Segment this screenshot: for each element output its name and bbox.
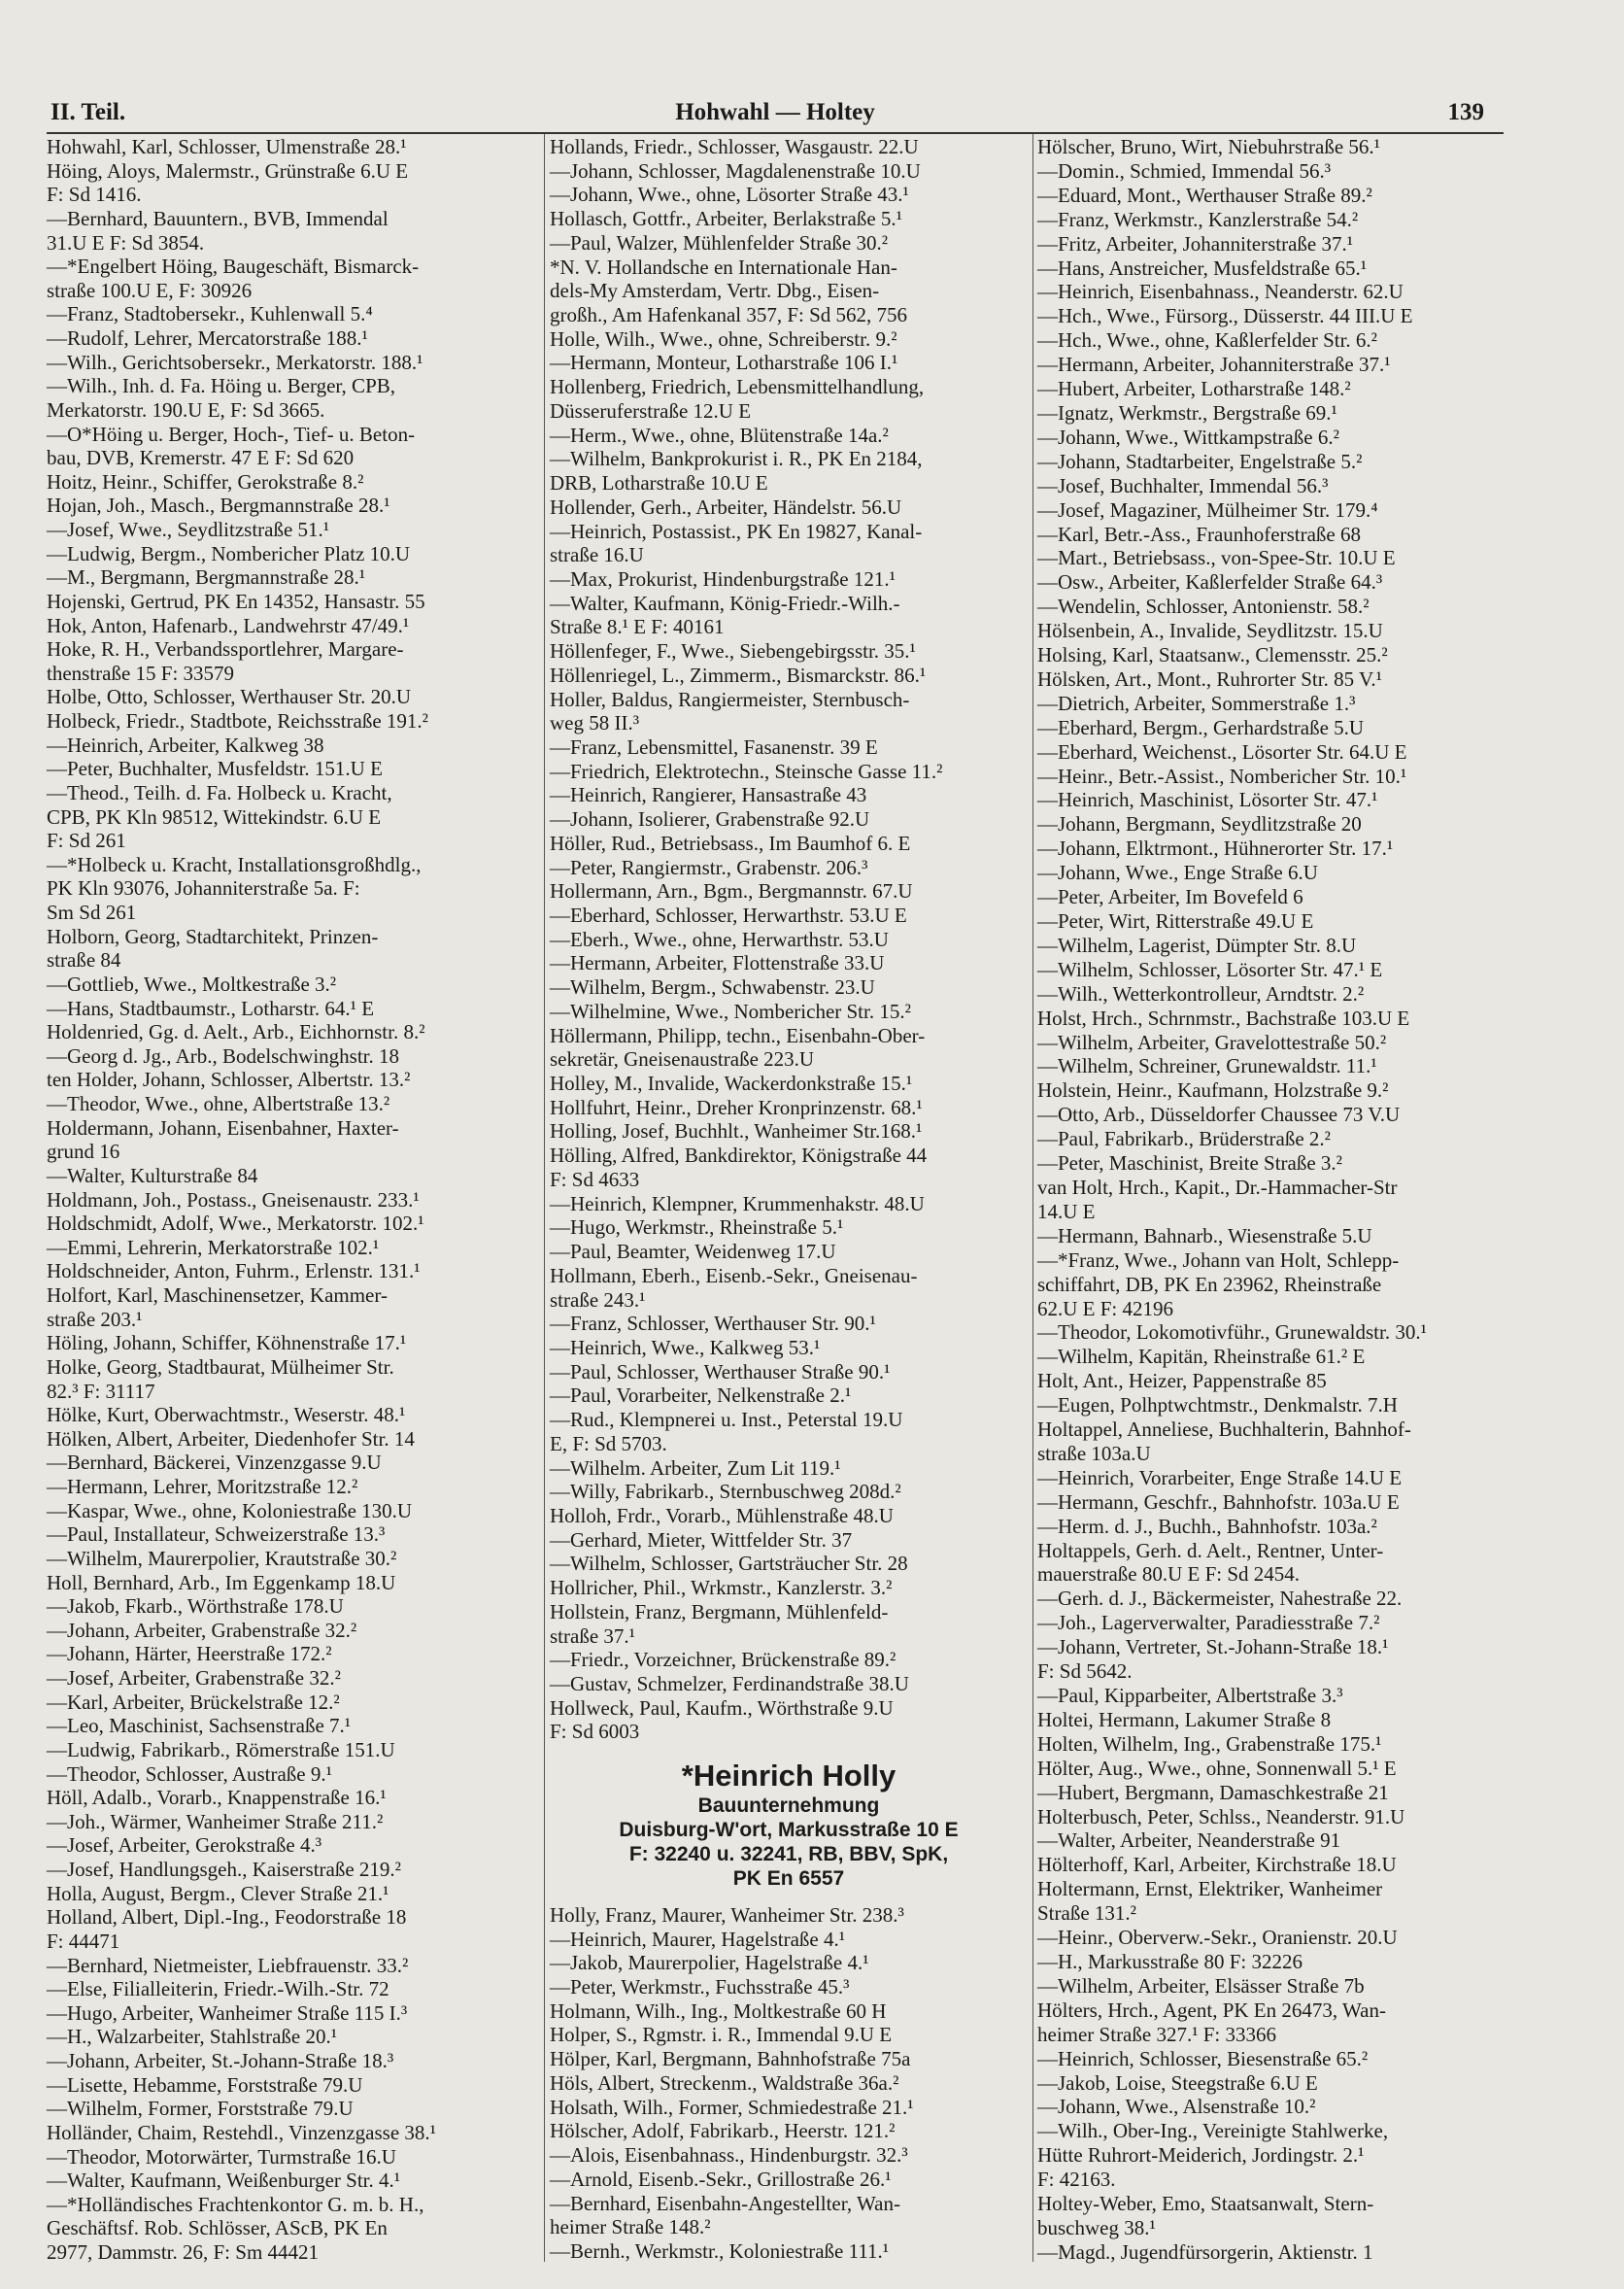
directory-entry-line: —Theodor, Schlosser, Austraße 9.¹ bbox=[47, 1761, 332, 1786]
directory-entry-line: Hölsken, Art., Mont., Ruhrorter Str. 85 V.¹ bbox=[1037, 666, 1382, 691]
directory-entry-line: Hok, Anton, Hafenarb., Landwehrstr 47/49.¹ bbox=[47, 613, 410, 637]
directory-entry-line: buschweg 38.¹ bbox=[1037, 2215, 1156, 2239]
directory-entry-line: 62.U E F: 42196 bbox=[1037, 1296, 1174, 1320]
directory-entry-line: Düsseruferstraße 12.U E bbox=[550, 398, 752, 423]
directory-entry-line: —Georg d. Jg., Arb., Bodelschwinghstr. 18 bbox=[47, 1043, 400, 1068]
directory-entry-line: —Dietrich, Arbeiter, Sommerstraße 1.³ bbox=[1037, 691, 1356, 715]
column-divider bbox=[544, 134, 545, 2262]
directory-entry-line: heimer Straße 148.² bbox=[550, 2215, 711, 2239]
directory-entry-line: Holle, Wilh., Wwe., ohne, Schreiberstr. 9.² bbox=[550, 326, 897, 351]
advertisement-line: Duisburg-W'ort, Markusstraße 10 E bbox=[619, 1819, 959, 1842]
directory-entry-line: Holdermann, Johann, Eisenbahner, Haxter- bbox=[47, 1115, 399, 1140]
directory-entry-line: Holper, S., Rgmstr. i. R., Immendal 9.U E bbox=[550, 2023, 893, 2047]
directory-entry-line: Hollfuhrt, Heinr., Dreher Kronprinzenstr. 68.¹ bbox=[550, 1095, 923, 1119]
directory-entry-line: —Johann, Wwe., Enge Straße 6.U bbox=[1037, 861, 1318, 885]
directory-entry-line: Hölling, Alfred, Bankdirektor, Königstraße 44 bbox=[550, 1144, 928, 1168]
directory-entry-line: —Johann, Wwe., Wittkampstraße 6.² bbox=[1037, 425, 1339, 449]
directory-entry-line: PK Kln 93076, Johanniterstraße 5a. F: bbox=[47, 876, 360, 901]
directory-entry-line: thenstraße 15 F: 33579 bbox=[47, 661, 235, 685]
directory-entry-line: straße 203.¹ bbox=[47, 1307, 143, 1331]
directory-entry-line: Höing, Aloys, Malermstr., Grünstraße 6.U E bbox=[47, 158, 409, 183]
directory-entry-line: Hölken, Albert, Arbeiter, Diedenhofer Str. 14 bbox=[47, 1426, 415, 1451]
directory-entry-line: —Josef, Wwe., Seydlitzstraße 51.¹ bbox=[47, 518, 330, 541]
directory-entry-line: Hoitz, Heinr., Schiffer, Gerokstraße 8.² bbox=[47, 469, 364, 494]
directory-entry-line: —Hermann, Monteur, Lotharstraße 106 I.¹ bbox=[550, 351, 898, 375]
directory-entry-line: —Wilhelm, Schlosser, Gartsträucher Str. 28 bbox=[550, 1552, 908, 1576]
directory-entry-line: —*Holbeck u. Kracht, Installationsgroßhdlg., bbox=[47, 852, 422, 876]
directory-entry-line: —Fritz, Arbeiter, Johanniterstraße 37.¹ bbox=[1037, 231, 1354, 256]
directory-entry-line: —Hermann, Bahnarb., Wiesenstraße 5.U bbox=[1037, 1223, 1372, 1247]
directory-entry-line: —Hermann, Arbeiter, Flottenstraße 33.U bbox=[550, 951, 885, 975]
directory-entry-line: —Walter, Kulturstraße 84 bbox=[47, 1163, 258, 1187]
directory-entry-line: —Friedrich, Elektrotechn., Steinsche Gasse 11.² bbox=[550, 759, 943, 783]
directory-entry-line: Holl, Bernhard, Arb., Im Eggenkamp 18.U bbox=[47, 1570, 396, 1594]
directory-entry-line: Holke, Georg, Stadtbaurat, Mülheimer Str. bbox=[47, 1354, 394, 1379]
directory-entry-line: F: Sd 5642. bbox=[1037, 1659, 1133, 1684]
directory-entry-line: —Hermann, Lehrer, Moritzstraße 12.² bbox=[47, 1475, 358, 1498]
directory-entry-line: Straße 8.¹ E F: 40161 bbox=[550, 615, 725, 639]
directory-entry-line: —Johann, Stadtarbeiter, Engelstraße 5.² bbox=[1037, 449, 1363, 473]
directory-entry-line: —Wilhelm, Maurerpolier, Krautstraße 30.² bbox=[47, 1546, 397, 1570]
directory-entry-line: ten Holder, Johann, Schlosser, Albertstr. 13.² bbox=[47, 1068, 411, 1092]
directory-entry-line: —Bernh., Werkmstr., Koloniestraße 111.¹ bbox=[550, 2238, 890, 2263]
directory-entry-line: —Rud., Klempnerei u. Inst., Peterstal 19.U bbox=[550, 1408, 903, 1432]
directory-entry-line: —Ignatz, Werkmstr., Bergstraße 69.¹ bbox=[1037, 400, 1337, 425]
directory-entry-line: F: 44471 bbox=[47, 1929, 120, 1953]
directory-entry-line: Hölper, Karl, Bergmann, Bahnhofstraße 75a bbox=[550, 2047, 911, 2071]
directory-entry-line: —Heinrich, Rangierer, Hansastraße 43 bbox=[550, 783, 867, 807]
directory-entry-line: —Heinrich, Klempner, Krummenhakstr. 48.U bbox=[550, 1191, 925, 1215]
directory-entry-line: Holly, Franz, Maurer, Wanheimer Str. 238.³ bbox=[550, 1902, 904, 1927]
directory-entry-line: Hollmann, Eberh., Eisenb.-Sekr., Gneisenau- bbox=[550, 1263, 918, 1287]
directory-entry-line: Holdschmidt, Adolf, Wwe., Merkatorstr. 102.¹ bbox=[47, 1212, 424, 1236]
directory-entry-line: —Josef, Buchhalter, Immendal 56.³ bbox=[1037, 473, 1329, 497]
directory-entry-line: Hölscher, Bruno, Wirt, Niebuhrstraße 56.¹ bbox=[1037, 135, 1380, 158]
directory-entry-line: —Heinrich, Maschinist, Lösorter Str. 47.¹ bbox=[1037, 788, 1378, 812]
directory-entry-line: weg 58 II.³ bbox=[550, 711, 640, 735]
directory-entry-line: Holland, Albert, Dipl.-Ing., Feodorstraße 18 bbox=[47, 1905, 407, 1930]
directory-entry-line: Sm Sd 261 bbox=[47, 901, 137, 924]
advertisement-heinrich-holly bbox=[550, 1745, 1028, 1902]
directory-entry-line: —Else, Filialleiterin, Friedr.-Wilh.-Str. 72 bbox=[47, 1977, 389, 2001]
directory-entry-line: —Gerh. d. J., Bäckermeister, Nahestraße 22. bbox=[1037, 1587, 1403, 1611]
directory-entry-line: —Wilhelm, Bankprokurist i. R., PK En 2184, bbox=[550, 447, 923, 471]
directory-entry-line: Holling, Josef, Buchhlt., Wanheimer Str.168.¹ bbox=[550, 1119, 923, 1144]
directory-entry-line: —Heinrich, Wwe., Kalkweg 53.¹ bbox=[550, 1335, 821, 1359]
directory-entry-line: Hollermann, Arn., Bgm., Bergmannstr. 67.U bbox=[550, 879, 913, 904]
directory-entry-line: Holsing, Karl, Staatsanw., Clemensstr. 25.² bbox=[1037, 643, 1388, 667]
directory-entry-line: —Joh., Wärmer, Wanheimer Straße 211.² bbox=[47, 1809, 384, 1833]
directory-entry-line: —Willy, Fabrikarb., Sternbuschweg 208d.² bbox=[550, 1480, 901, 1504]
directory-entry-line: Holst, Hrch., Schrnmstr., Bachstraße 103.U E bbox=[1037, 1006, 1410, 1030]
directory-entry-line: —Arnold, Eisenb.-Sekr., Grillostraße 26.¹ bbox=[550, 2167, 892, 2191]
directory-entry-line: —Josef, Handlungsgeh., Kaiserstraße 219.² bbox=[47, 1858, 401, 1881]
directory-entry-line: —Otto, Arb., Düsseldorfer Chaussee 73 V.U bbox=[1037, 1103, 1401, 1127]
directory-entry-line: Hollweck, Paul, Kaufm., Wörthstraße 9.U bbox=[550, 1695, 894, 1720]
directory-entry-line: straße 16.U bbox=[550, 543, 644, 567]
directory-entry-line: —Hermann, Geschfr., Bahnhofstr. 103a.U E bbox=[1037, 1489, 1400, 1514]
directory-entry-line: Höll, Adalb., Vorarb., Knappenstraße 16.¹ bbox=[47, 1786, 387, 1810]
directory-entry-line: —Hubert, Arbeiter, Lotharstraße 148.² bbox=[1037, 377, 1351, 401]
directory-entry-line: Holborn, Georg, Stadtarchitekt, Prinzen- bbox=[47, 924, 379, 948]
directory-entry-line: —Wilh., Ober-Ing., Vereinigte Stahlwerke, bbox=[1037, 2119, 1389, 2143]
directory-entry-line: —Heinrich, Postassist., PK En 19827, Kanal- bbox=[550, 519, 923, 543]
directory-entry-line: —Emmi, Lehrerin, Merkatorstraße 102.¹ bbox=[47, 1235, 380, 1259]
directory-entry-line: heimer Straße 327.¹ F: 33366 bbox=[1037, 2022, 1277, 2046]
directory-entry-line: —Joh., Lagerverwalter, Paradiesstraße 7.² bbox=[1037, 1611, 1380, 1635]
directory-entry-line: —Theodor, Lokomotivführ., Grunewaldstr. 30.¹ bbox=[1037, 1320, 1427, 1345]
directory-entry-line: Hohwahl, Karl, Schlosser, Ulmenstraße 28.¹ bbox=[47, 135, 407, 158]
directory-entry-line: Höling, Johann, Schiffer, Köhnenstraße 17.¹ bbox=[47, 1331, 407, 1355]
directory-entry-line: —Leo, Maschinist, Sachsenstraße 7.¹ bbox=[47, 1714, 352, 1738]
directory-entry-line: Holländer, Chaim, Restehdl., Vinzenzgasse 38.¹ bbox=[47, 2120, 436, 2144]
directory-entry-line: schiffahrt, DB, PK En 23962, Rheinstraße bbox=[1037, 1272, 1382, 1296]
directory-entry-line: Holfort, Karl, Maschinensetzer, Kammer- bbox=[47, 1283, 388, 1307]
part-label: II. Teil. bbox=[51, 99, 126, 125]
directory-entry-line: Hölscher, Adolf, Fabrikarb., Heerstr. 121.² bbox=[550, 2119, 896, 2143]
directory-entry-line: —Wilhelm. Arbeiter, Zum Lit 119.¹ bbox=[550, 1455, 841, 1480]
directory-entry-line: Hollricher, Phil., Wrkmstr., Kanzlerstr. 3.² bbox=[550, 1576, 893, 1600]
directory-entry-line: —Herm., Wwe., ohne, Blütenstraße 14a.² bbox=[550, 423, 889, 447]
directory-entry-line: Holla, August, Bergm., Clever Straße 21.¹ bbox=[47, 1881, 389, 1905]
directory-entry-line: *N. V. Hollandsche en Internationale Han- bbox=[550, 255, 897, 279]
directory-entry-line: straße 243.¹ bbox=[550, 1287, 646, 1312]
directory-entry-line: —Franz, Stadtobersekr., Kuhlenwall 5.⁴ bbox=[47, 302, 373, 326]
directory-entry-line: —Hugo, Arbeiter, Wanheimer Straße 115 I.³ bbox=[47, 2000, 408, 2025]
directory-entry-line: —Wilhelm, Lagerist, Dümpter Str. 8.U bbox=[1037, 933, 1357, 957]
directory-entry-line: —Wilh., Gerichtsobersekr., Merkatorstr. 188.¹ bbox=[47, 350, 423, 374]
directory-entry-line: Hoke, R. H., Verbandssportlehrer, Margare- bbox=[47, 637, 404, 662]
directory-entry-line: Hölke, Kurt, Oberwachtmstr., Weserstr. 48.¹ bbox=[47, 1403, 406, 1427]
directory-entry-line: Holtermann, Ernst, Elektriker, Wanheimer bbox=[1037, 1877, 1383, 1901]
directory-entry-line: —Franz, Schlosser, Werthauser Str. 90.¹ bbox=[550, 1312, 876, 1336]
directory-entry-line: —Osw., Arbeiter, Kaßlerfelder Straße 64.³ bbox=[1037, 570, 1383, 595]
directory-entry-line: Holstein, Heinr., Kaufmann, Holzstraße 9.² bbox=[1037, 1078, 1389, 1103]
directory-entry-line: —Eduard, Mont., Werthauser Straße 89.² bbox=[1037, 183, 1372, 207]
directory-entry-line: F: Sd 261 bbox=[47, 829, 126, 853]
directory-entry-line: —Eugen, Polhptwchtmstr., Denkmalstr. 7.H bbox=[1037, 1393, 1398, 1418]
directory-entry-line: Hollstein, Franz, Bergmann, Mühlenfeld- bbox=[550, 1599, 889, 1623]
directory-entry-line: —Hermann, Arbeiter, Johanniterstraße 37.¹ bbox=[1037, 353, 1391, 377]
directory-entry-line: —Paul, Schlosser, Werthauser Straße 90.¹ bbox=[550, 1359, 891, 1384]
directory-entry-line: —Bernhard, Bäckerei, Vinzenzgasse 9.U bbox=[47, 1451, 382, 1475]
directory-entry-line: Holbeck, Friedr., Stadtbote, Reichsstraße 191.² bbox=[47, 709, 428, 733]
directory-entry-line: —Johann, Isolierer, Grabenstraße 92.U bbox=[550, 807, 870, 832]
directory-entry-line: F: Sd 4633 bbox=[550, 1167, 640, 1191]
directory-entry-line: Holmann, Wilh., Ing., Moltkestraße 60 H bbox=[550, 1999, 887, 2023]
directory-entry-line: straße 103a.U bbox=[1037, 1441, 1151, 1465]
directory-entry-line: —Wilhelm, Arbeiter, Elsässer Straße 7b bbox=[1037, 1973, 1365, 1998]
directory-entry-line: Höllenfeger, F., Wwe., Siebengebirgsstr. 35.¹ bbox=[550, 639, 916, 664]
directory-entry-line: —O*Höing u. Berger, Hoch-, Tief- u. Beton- bbox=[47, 422, 416, 446]
directory-entry-line: —Hch., Wwe., Fürsorg., Düsserstr. 44 III.U E bbox=[1037, 304, 1413, 328]
directory-entry-line: —Peter, Maschinist, Breite Straße 3.² bbox=[1037, 1151, 1342, 1176]
directory-entry-line: —Wilhelmine, Wwe., Nombericher Str. 15.² bbox=[550, 999, 911, 1023]
directory-entry-line: sekretär, Gneisenaustraße 223.U bbox=[550, 1047, 815, 1072]
directory-entry-line: —Theodor, Motorwärter, Turmstraße 16.U bbox=[47, 2144, 396, 2169]
directory-entry-line: —Josef, Arbeiter, Grabenstraße 32.² bbox=[47, 1666, 341, 1690]
directory-entry-line: E, F: Sd 5703. bbox=[550, 1431, 667, 1455]
directory-entry-line: —Walter, Arbeiter, Neanderstraße 91 bbox=[1037, 1828, 1341, 1853]
directory-entry-line: Holloh, Frdr., Vorarb., Mühlenstraße 48.U bbox=[550, 1503, 894, 1527]
directory-entry-line: van Holt, Hrch., Kapit., Dr.-Hammacher-Str bbox=[1037, 1175, 1398, 1199]
directory-entry-line: Merkatorstr. 190.U E, F: Sd 3665. bbox=[47, 397, 325, 422]
directory-entry-line: —Jakob, Loise, Steegstraße 6.U E bbox=[1037, 2070, 1318, 2095]
directory-entry-line: —Wilhelm, Arbeiter, Gravelottestraße 50.² bbox=[1037, 1030, 1387, 1054]
directory-entry-line: Holley, M., Invalide, Wackerdonkstraße 15.¹ bbox=[550, 1072, 913, 1096]
directory-entry-line: —Paul, Fabrikarb., Brüderstraße 2.² bbox=[1037, 1127, 1331, 1151]
directory-entry-line: —Wilhelm, Bergm., Schwabenstr. 23.U bbox=[550, 975, 875, 1000]
directory-entry-line: 82.³ F: 31117 bbox=[47, 1379, 155, 1403]
directory-entry-line: —Peter, Rangiermstr., Grabenstr. 206.³ bbox=[550, 855, 868, 879]
directory-entry-line: —Johann, Härter, Heerstraße 172.² bbox=[47, 1642, 332, 1666]
directory-entry-line: —Gerhard, Mieter, Wittfelder Str. 37 bbox=[550, 1527, 853, 1552]
directory-entry-line: —Heinrich, Eisenbahnass., Neanderstr. 62.U bbox=[1037, 280, 1404, 304]
directory-entry-line: —Paul, Installateur, Schweizerstraße 13.³ bbox=[47, 1522, 386, 1547]
directory-entry-line: Hojenski, Gertrud, PK En 14352, Hansastr. 55 bbox=[47, 589, 425, 613]
directory-entry-line: —Friedr., Vorzeichner, Brückenstraße 89.² bbox=[550, 1648, 897, 1672]
directory-entry-line: F: Sd 6003 bbox=[550, 1720, 640, 1744]
directory-entry-line: —Karl, Betr.-Ass., Fraunhoferstraße 68 bbox=[1037, 522, 1362, 546]
directory-entry-line: Höller, Rud., Betriebsass., Im Baumhof 6. E bbox=[550, 831, 911, 855]
directory-entry-line: Hölterhoff, Karl, Arbeiter, Kirchstraße 18.U bbox=[1037, 1853, 1397, 1877]
directory-entry-line: —Peter, Wirt, Ritterstraße 49.U E bbox=[1037, 909, 1314, 933]
directory-entry-line: —Domin., Schmied, Immendal 56.³ bbox=[1037, 158, 1332, 183]
directory-entry-line: —Johann, Elktrmont., Hühnerorter Str. 17.¹ bbox=[1037, 837, 1394, 861]
directory-column-2 bbox=[550, 136, 1028, 2264]
directory-entry-line: Hütte Ruhrort-Meiderich, Jordingstr. 2.¹ bbox=[1037, 2143, 1365, 2168]
directory-entry-line: —Wilh., Inh. d. Fa. Höing u. Berger, CPB, bbox=[47, 374, 395, 398]
directory-column-3 bbox=[1037, 136, 1506, 2264]
directory-entry-line: Straße 131.² bbox=[1037, 1901, 1136, 1926]
directory-entry-line: Holtei, Hermann, Lakumer Straße 8 bbox=[1037, 1707, 1332, 1731]
advertisement-name: *Heinrich Holly bbox=[681, 1759, 897, 1794]
directory-entry-line: Holtey-Weber, Emo, Staatsanwalt, Stern- bbox=[1037, 2192, 1374, 2216]
directory-entry-line: —Magd., Jugendfürsorgerin, Aktienstr. 1 bbox=[1037, 2239, 1373, 2264]
directory-entry-line: —Lisette, Hebamme, Forststraße 79.U bbox=[47, 2072, 363, 2097]
directory-entry-line: —Bernhard, Eisenbahn-Angestellter, Wan- bbox=[550, 2191, 900, 2215]
directory-entry-line: —Karl, Arbeiter, Brückelstraße 12.² bbox=[47, 1690, 340, 1714]
directory-entry-line: —Paul, Vorarbeiter, Nelkenstraße 2.¹ bbox=[550, 1384, 852, 1408]
directory-entry-line: —Eberhard, Schlosser, Herwarthstr. 53.U E bbox=[550, 904, 907, 927]
directory-entry-line: Holtappels, Gerh. d. Aelt., Rentner, Unter- bbox=[1037, 1538, 1384, 1562]
directory-entry-line: —Kaspar, Wwe., ohne, Koloniestraße 130.U bbox=[47, 1498, 413, 1522]
directory-entry-line: —Ludwig, Bergm., Nombericher Platz 10.U bbox=[47, 541, 411, 565]
directory-entry-line: —Heinrich, Vorarbeiter, Enge Straße 14.U E bbox=[1037, 1465, 1403, 1489]
directory-entry-line: —Eberhard, Weichenst., Lösorter Str. 64.U E bbox=[1037, 739, 1407, 764]
directory-entry-line: Holler, Baldus, Rangiermeister, Sternbusch- bbox=[550, 687, 910, 711]
directory-entry-line: —Franz, Lebensmittel, Fasanenstr. 39 E bbox=[550, 735, 878, 759]
directory-entry-line: —Ludwig, Fabrikarb., Römerstraße 151.U bbox=[47, 1737, 395, 1761]
directory-entry-line: —Peter, Arbeiter, Im Bovefeld 6 bbox=[1037, 885, 1303, 909]
directory-entry-line: Hojan, Joh., Masch., Bergmannstraße 28.¹ bbox=[47, 494, 390, 518]
directory-entry-line: F: 42163. bbox=[1037, 2168, 1116, 2192]
directory-entry-line: —*Holländisches Frachtenkontor G. m. b. H., bbox=[47, 2192, 424, 2216]
directory-entry-line: —Eberhard, Bergm., Gerhardstraße 5.U bbox=[1037, 715, 1365, 739]
directory-entry-line: —Max, Prokurist, Hindenburgstraße 121.¹ bbox=[550, 566, 896, 591]
directory-entry-line: —Josef, Magaziner, Mülheimer Str. 179.⁴ bbox=[1037, 497, 1378, 522]
directory-entry-line: großh., Am Hafenkanal 357, F: Sd 562, 756 bbox=[550, 303, 908, 327]
directory-entry-line: grund 16 bbox=[47, 1140, 120, 1164]
directory-entry-line: —Johann, Wwe., ohne, Lösorter Straße 43.¹ bbox=[550, 183, 909, 207]
advertisement-line: Bauunternehmung bbox=[697, 1794, 880, 1818]
directory-entry-line: —Rudolf, Lehrer, Mercatorstraße 188.¹ bbox=[47, 326, 368, 350]
directory-entry-line: 31.U E F: Sd 3854. bbox=[47, 230, 205, 255]
directory-entry-line: —Heinrich, Maurer, Hagelstraße 4.¹ bbox=[550, 1927, 846, 1951]
directory-entry-line: —*Engelbert Höing, Baugeschäft, Bismarck- bbox=[47, 255, 420, 279]
directory-entry-line: —Wendelin, Schlosser, Antonienstr. 58.² bbox=[1037, 595, 1370, 619]
directory-entry-line: —Jakob, Maurerpolier, Hagelstraße 4.¹ bbox=[550, 1951, 869, 1975]
directory-entry-line: —Johann, Arbeiter, Grabenstraße 32.² bbox=[47, 1618, 357, 1642]
directory-entry-line: —Johann, Arbeiter, St.-Johann-Straße 18.³ bbox=[47, 2049, 394, 2072]
directory-entry-line: —Paul, Beamter, Weidenweg 17.U bbox=[550, 1240, 836, 1264]
directory-entry-line: —Wilhelm, Schreiner, Grunewaldstr. 11.¹ bbox=[1037, 1054, 1377, 1078]
directory-entry-line: Höls, Albert, Streckenm., Waldstraße 36a.² bbox=[550, 2070, 899, 2095]
directory-entry-line: —Paul, Walzer, Mühlenfelder Straße 30.² bbox=[550, 230, 889, 255]
directory-entry-line: bau, DVB, Kremerstr. 47 E F: Sd 620 bbox=[47, 446, 355, 470]
directory-column-1 bbox=[47, 136, 540, 2264]
directory-entry-line: —Bernhard, Bauuntern., BVB, Immendal bbox=[47, 206, 389, 230]
directory-entry-line: —Hugo, Werkmstr., Rheinstraße 5.¹ bbox=[550, 1215, 844, 1240]
directory-entry-line: —Theod., Teilh. d. Fa. Holbeck u. Kracht, bbox=[47, 780, 392, 804]
directory-entry-line: —Gottlieb, Wwe., Moltkestraße 3.² bbox=[47, 972, 337, 996]
directory-entry-line: Hölter, Aug., Wwe., ohne, Sonnenwall 5.¹ E bbox=[1037, 1756, 1397, 1780]
directory-entry-line: —Wilhelm, Former, Forststraße 79.U bbox=[47, 2097, 354, 2121]
directory-entry-line: Hollasch, Gottfr., Arbeiter, Berlakstraße 5.¹ bbox=[550, 207, 902, 231]
directory-entry-line: —Josef, Arbeiter, Gerokstraße 4.³ bbox=[47, 1833, 322, 1858]
directory-entry-line: straße 37.¹ bbox=[550, 1623, 635, 1648]
directory-entry-line: —H., Walzarbeiter, Stahlstraße 20.¹ bbox=[47, 2025, 338, 2049]
directory-entry-line: Hölters, Hrch., Agent, PK En 26473, Wan- bbox=[1037, 1998, 1386, 2022]
directory-entry-line: —Herm. d. J., Buchh., Bahnhofstr. 103a.² bbox=[1037, 1514, 1377, 1538]
directory-entry-line: —Jakob, Fkarb., Wörthstraße 178.U bbox=[47, 1594, 344, 1619]
directory-entry-line: —Hans, Stadtbaumstr., Lotharstr. 64.¹ E bbox=[47, 996, 375, 1020]
directory-entry-line: Hölsenbein, A., Invalide, Seydlitzstr. 15.U bbox=[1037, 619, 1383, 643]
directory-entry-line: —Heinr., Betr.-Assist., Nombericher Str. 10.¹ bbox=[1037, 764, 1407, 788]
directory-entry-line: straße 100.U E, F: 30926 bbox=[47, 278, 253, 302]
page-range-title: Hohwahl — Holtey bbox=[675, 99, 875, 125]
directory-entry-line: —Franz, Werkmstr., Kanzlerstraße 54.² bbox=[1037, 207, 1359, 231]
directory-entry-line: Holdenried, Gg. d. Aelt., Arb., Eichhornstr. 8.² bbox=[47, 1020, 425, 1044]
directory-entry-line: 2977, Dammstr. 26, F: Sm 44421 bbox=[47, 2240, 320, 2264]
directory-entry-line: Hollands, Friedr., Schlosser, Wasgaustr. 22.U bbox=[550, 135, 919, 158]
directory-entry-line: straße 84 bbox=[47, 948, 121, 973]
directory-entry-line: Hollenberg, Friedrich, Lebensmittelhandlung, bbox=[550, 375, 925, 399]
directory-entry-line: Holdschneider, Anton, Fuhrm., Erlenstr. 131.¹ bbox=[47, 1259, 421, 1283]
directory-entry-line: —*Franz, Wwe., Johann van Holt, Schlepp- bbox=[1037, 1247, 1400, 1272]
directory-entry-line: —Theodor, Wwe., ohne, Albertstraße 13.² bbox=[47, 1092, 390, 1115]
directory-entry-line: —Gustav, Schmelzer, Ferdinandstraße 38.U bbox=[550, 1672, 909, 1695]
directory-entry-line: —Alois, Eisenbahnass., Hindenburgstr. 32.³ bbox=[550, 2143, 908, 2168]
directory-entry-line: —Heinr., Oberverw.-Sekr., Oranienstr. 20.U bbox=[1037, 1926, 1398, 1950]
directory-entry-line: —Johann, Schlosser, Magdalenenstraße 10.U bbox=[550, 158, 921, 183]
directory-entry-line: Hollender, Gerh., Arbeiter, Händelstr. 56.U bbox=[550, 495, 902, 519]
directory-entry-line: —Wilhelm, Kapitän, Rheinstraße 61.² E bbox=[1037, 1345, 1366, 1369]
column-divider bbox=[1032, 134, 1033, 2262]
directory-entry-line: —Wilh., Wetterkontrolleur, Arndtstr. 2.² bbox=[1037, 981, 1365, 1006]
directory-entry-line: Höllermann, Philipp, techn., Eisenbahn-Ober- bbox=[550, 1023, 926, 1047]
directory-entry-line: —Heinrich, Arbeiter, Kalkweg 38 bbox=[47, 733, 324, 757]
directory-entry-line: Geschäftsf. Rob. Schlösser, AScB, PK En bbox=[47, 2216, 388, 2240]
directory-entry-line: Holsath, Wilh., Former, Schmiedestraße 21.¹ bbox=[550, 2095, 914, 2119]
directory-entry-line: 14.U E bbox=[1037, 1199, 1096, 1223]
directory-entry-line: CPB, PK Kln 98512, Wittekindstr. 6.U E bbox=[47, 804, 382, 829]
directory-entry-line: Holbe, Otto, Schlosser, Werthauser Str. 20.U bbox=[47, 685, 412, 709]
directory-entry-line: —Peter, Buchhalter, Musfeldstr. 151.U E bbox=[47, 757, 383, 781]
directory-entry-line: —Hubert, Bergmann, Damaschkestraße 21 bbox=[1037, 1780, 1389, 1804]
directory-entry-line: —Peter, Werkmstr., Fuchsstraße 45.³ bbox=[550, 1975, 850, 1999]
directory-entry-line: Holtappel, Anneliese, Buchhalterin, Bahnhof- bbox=[1037, 1418, 1411, 1442]
directory-entry-line: —Johann, Bergmann, Seydlitzstraße 20 bbox=[1037, 812, 1362, 837]
advertisement-line: PK En 6557 bbox=[732, 1867, 845, 1891]
directory-entry-line: —Hans, Anstreicher, Musfeldstraße 65.¹ bbox=[1037, 256, 1368, 280]
directory-entry-line: F: Sd 1416. bbox=[47, 183, 142, 207]
directory-entry-line: —M., Bergmann, Bergmannstraße 28.¹ bbox=[47, 565, 366, 590]
advertisement-line: F: 32240 u. 32241, RB, BBV, SpK, bbox=[628, 1843, 949, 1866]
directory-entry-line: —Walter, Kaufmann, König-Friedr.-Wilh.- bbox=[550, 591, 900, 615]
directory-entry-line: Holt, Ant., Heizer, Pappenstraße 85 bbox=[1037, 1369, 1327, 1393]
directory-entry-line: —Johann, Wwe., Alsenstraße 10.² bbox=[1037, 2095, 1316, 2119]
page-number: 139 bbox=[1447, 99, 1484, 125]
directory-entry-line: mauerstraße 80.U E F: Sd 2454. bbox=[1037, 1562, 1301, 1587]
directory-entry-line: —Bernhard, Nietmeister, Liebfrauenstr. 33.² bbox=[47, 1953, 409, 1977]
directory-entry-line: DRB, Lotharstraße 10.U E bbox=[550, 471, 768, 495]
directory-entry-line: —Wilhelm, Schlosser, Lösorter Str. 47.¹ E bbox=[1037, 957, 1383, 981]
directory-entry-line: dels-My Amsterdam, Vertr. Dbg., Eisen- bbox=[550, 279, 880, 303]
directory-entry-line: —Paul, Kipparbeiter, Albertstraße 3.³ bbox=[1037, 1684, 1343, 1707]
directory-entry-line: —Hch., Wwe., ohne, Kaßlerfelder Str. 6.² bbox=[1037, 328, 1377, 353]
directory-entry-line: —Heinrich, Schlosser, Biesenstraße 65.² bbox=[1037, 2046, 1369, 2070]
page-header bbox=[47, 97, 1504, 134]
directory-entry-line: Holdmann, Joh., Postass., Gneisenaustr. 233.¹ bbox=[47, 1187, 420, 1212]
directory-entry-line: —H., Markusstraße 80 F: 32226 bbox=[1037, 1949, 1303, 1973]
directory-entry-line: —Mart., Betriebsass., von-Spee-Str. 10.U E bbox=[1037, 546, 1396, 570]
directory-entry-line: —Eberh., Wwe., ohne, Herwarthstr. 53.U bbox=[550, 927, 889, 951]
directory-entry-line: —Johann, Vertreter, St.-Johann-Straße 18.¹ bbox=[1037, 1635, 1389, 1659]
directory-entry-line: —Walter, Kaufmann, Weißenburger Str. 4.¹ bbox=[47, 2169, 401, 2193]
directory-entry-line: Holten, Wilhelm, Ing., Grabenstraße 175.¹ bbox=[1037, 1731, 1382, 1756]
directory-entry-line: Holterbusch, Peter, Schlss., Neanderstr. 91.U bbox=[1037, 1804, 1405, 1828]
directory-entry-line: Höllenriegel, L., Zimmerm., Bismarckstr. 86.¹ bbox=[550, 663, 927, 687]
